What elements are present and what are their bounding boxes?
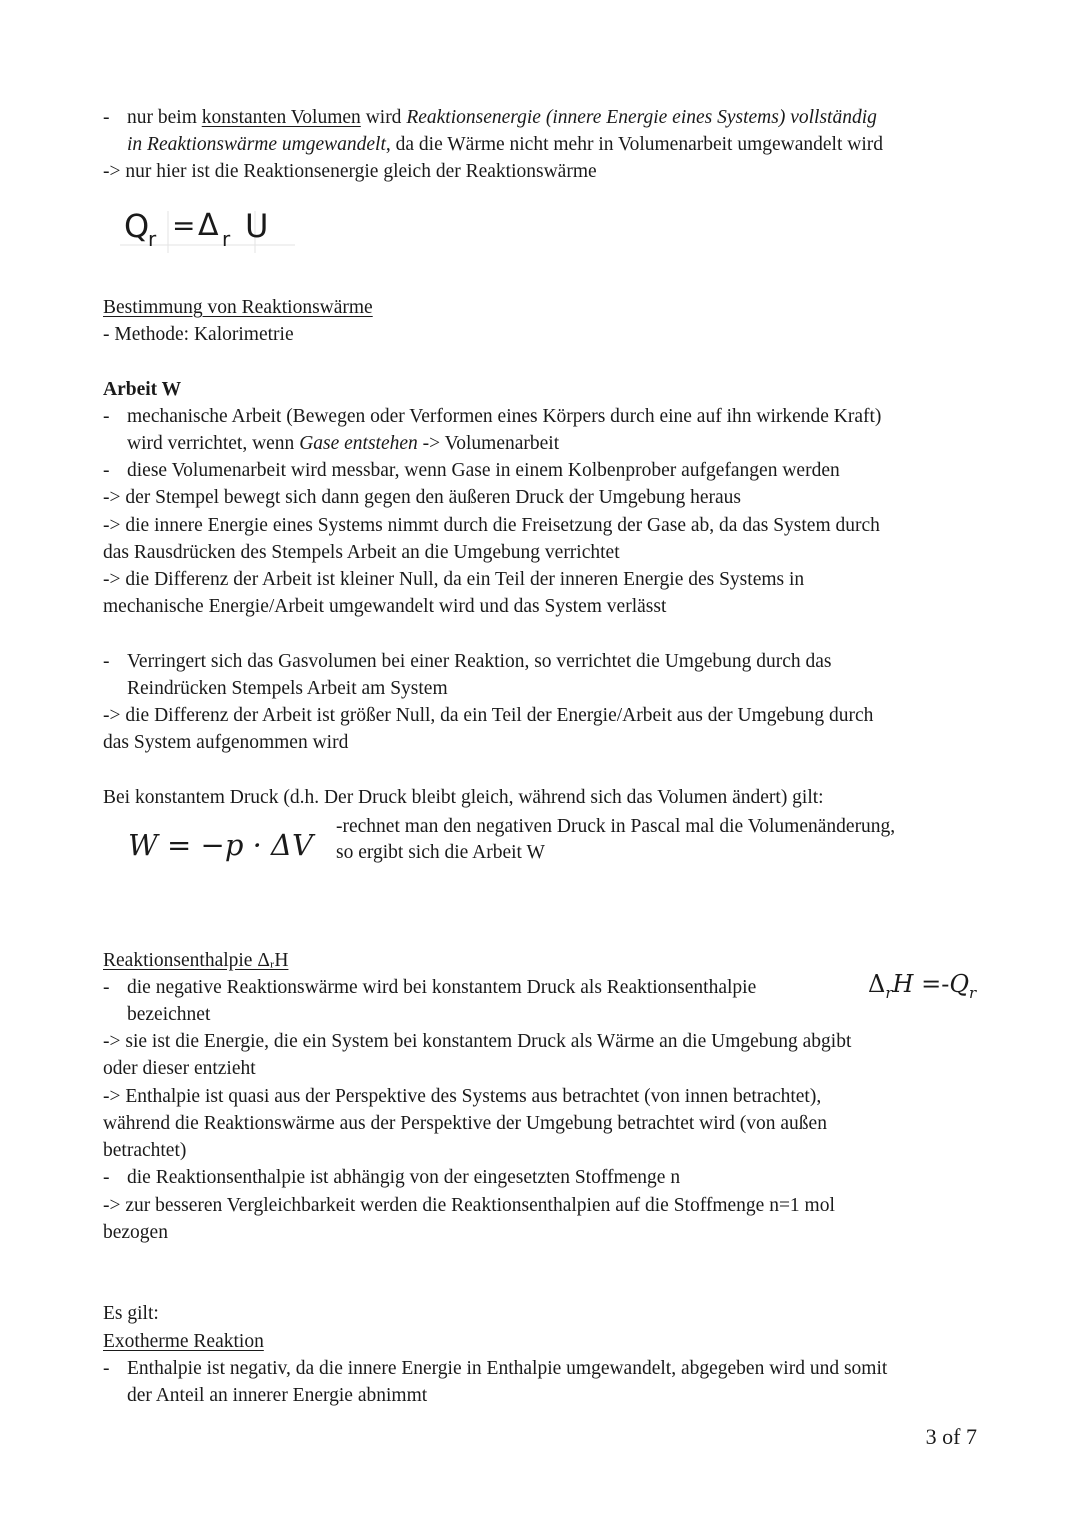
bullet-dash: - bbox=[103, 1167, 110, 1188]
section-heading: Bestimmung von Reaktionswärme bbox=[103, 297, 373, 318]
text-line: die Reaktionsenthalpie ist abhängig von der eingesetzten Stoffmenge n bbox=[127, 1167, 681, 1188]
text-line: diese Volumenarbeit wird messbar, wenn Gase in einem Kolbenprober aufgefangen werden bbox=[127, 460, 840, 481]
bullet-dash: - bbox=[103, 406, 110, 427]
bullet-dash: - bbox=[103, 107, 110, 128]
formula-work: W = −p · ΔV bbox=[128, 828, 313, 862]
bullet-dash: - bbox=[103, 1358, 110, 1379]
handwritten-formula-qr: Q r = Δ r U bbox=[124, 207, 269, 251]
text-line: bezeichnet bbox=[127, 1004, 211, 1025]
section-heading: Reaktionsenthalpie ΔᵣH bbox=[103, 950, 289, 971]
text-line: -> die innere Energie eines Systems nimmt durch die Freisetzung der Gase ab, da das System durch bbox=[103, 515, 880, 536]
bullet-dash: - bbox=[103, 651, 110, 672]
text-line: nur beim konstanten Volumen wird Reaktionsenergie (innere Energie eines Systems) vollständig bbox=[127, 107, 877, 128]
bullet-dash: - bbox=[103, 977, 110, 998]
text-line: bezogen bbox=[103, 1222, 168, 1243]
text-line: Enthalpie ist negativ, da die innere Energie in Enthalpie umgewandelt, abgegeben wird und somit bbox=[127, 1358, 888, 1379]
text-line: -rechnet man den negativen Druck in Pascal mal die Volumenänderung, bbox=[336, 816, 896, 837]
text-line: mechanische Arbeit (Bewegen oder Verformen eines Körpers durch eine auf ihn wirkende Kraft) bbox=[127, 406, 882, 427]
text-line: -> sie ist die Energie, die ein System bei konstantem Druck als Wärme an die Umgebung abgibt bbox=[103, 1031, 852, 1052]
text-line: Reindrücken Stempels Arbeit am System bbox=[127, 678, 448, 699]
text-line: Verringert sich das Gasvolumen bei einer Reaktion, so verrichtet die Umgebung durch das bbox=[127, 651, 832, 672]
page-number: 3 of 7 bbox=[925, 1424, 977, 1449]
text-line: wird verrichtet, wenn Gase entstehen -> Volumenarbeit bbox=[127, 433, 560, 454]
text-line: -> zur besseren Vergleichbarkeit werden die Reaktionsenthalpien auf die Stoffmenge n=1 mol bbox=[103, 1195, 835, 1216]
formula-enthalpy: $\Delta_rH =-Q_r$ bbox=[868, 970, 977, 1002]
text-line: so ergibt sich die Arbeit W bbox=[336, 842, 545, 863]
text-line: während die Reaktionswärme aus der Perspektive der Umgebung betrachtet wird (von außen bbox=[103, 1113, 827, 1134]
text-line: Bei konstantem Druck (d.h. Der Druck bleibt gleich, während sich das Volumen ändert) gilt: bbox=[103, 787, 824, 808]
section-heading: Arbeit W bbox=[103, 379, 182, 400]
text-line: -> nur hier ist die Reaktionsenergie gleich der Reaktionswärme bbox=[103, 161, 597, 182]
text-line: -> der Stempel bewegt sich dann gegen den äußeren Druck der Umgebung heraus bbox=[103, 487, 742, 508]
text-line: das System aufgenommen wird bbox=[103, 732, 349, 753]
text-line: oder dieser entzieht bbox=[103, 1058, 256, 1079]
text-line: das Rausdrücken des Stempels Arbeit an die Umgebung verrichtet bbox=[103, 542, 620, 563]
bullet-dash: - bbox=[103, 460, 110, 481]
text-line: die negative Reaktionswärme wird bei konstantem Druck als Reaktionsenthalpie bbox=[127, 977, 757, 998]
text-line: mechanische Energie/Arbeit umgewandelt wird und das System verlässt bbox=[103, 596, 667, 617]
text-line: betrachtet) bbox=[103, 1140, 187, 1161]
text-line: - Methode: Kalorimetrie bbox=[103, 324, 294, 345]
text-line: -> die Differenz der Arbeit ist kleiner Null, da ein Teil der inneren Energie des Systems in bbox=[103, 569, 805, 590]
text-line: der Anteil an innerer Energie abnimmt bbox=[127, 1385, 428, 1406]
text-line: in Reaktionswärme umgewandelt, da die Wärme nicht mehr in Volumenarbeit umgewandelt wird bbox=[127, 134, 884, 155]
text-line: -> Enthalpie ist quasi aus der Perspektive des Systems aus betrachtet (von innen betrachtet), bbox=[103, 1086, 822, 1107]
text-line: -> die Differenz der Arbeit ist größer Null, da ein Teil der Energie/Arbeit aus der Umgebung durch bbox=[103, 705, 874, 726]
text-line: Es gilt: bbox=[103, 1303, 159, 1324]
section-heading: Exotherme Reaktion bbox=[103, 1331, 264, 1352]
